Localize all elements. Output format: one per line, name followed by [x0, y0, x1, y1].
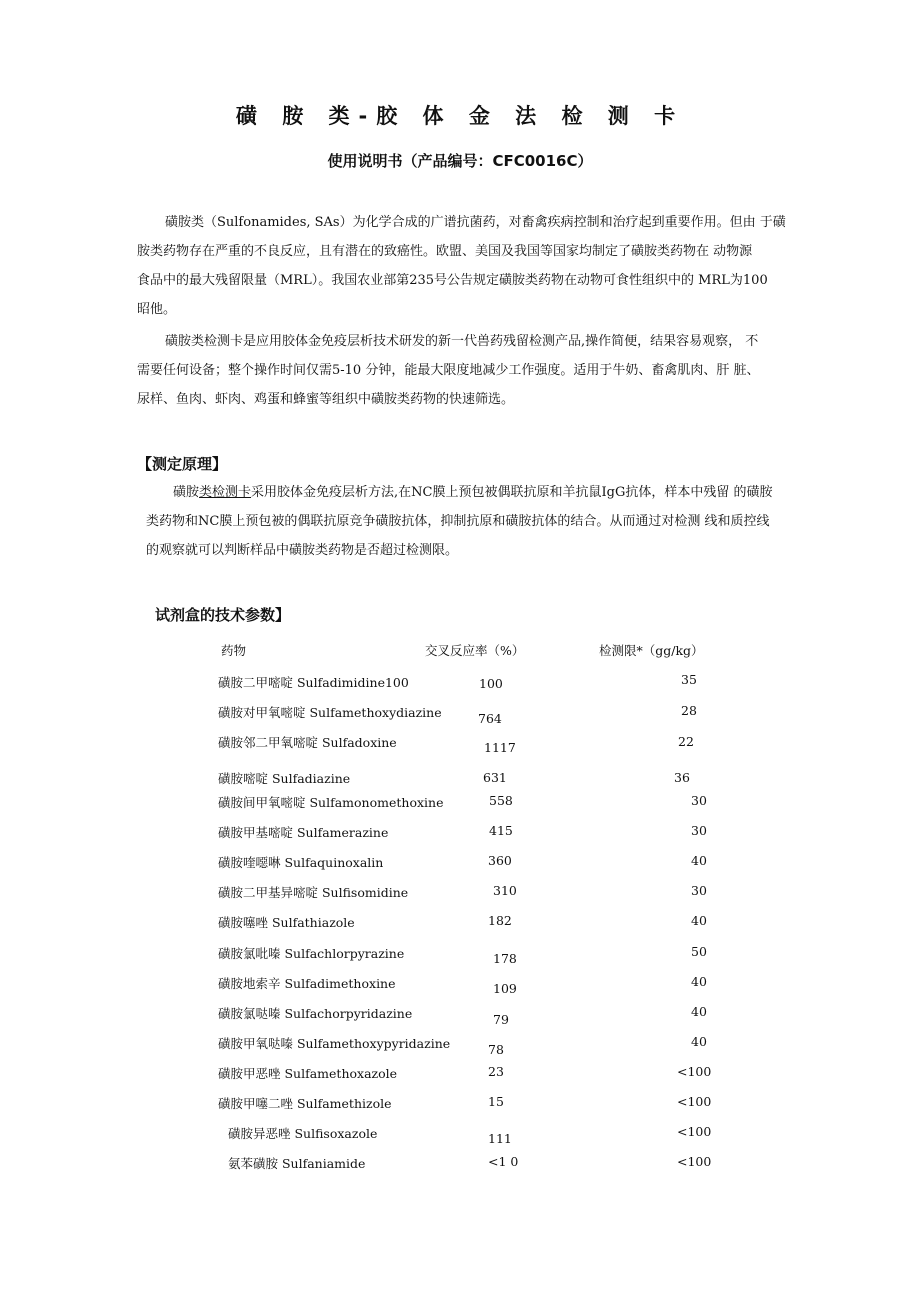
cell-limit: 40 [691, 974, 707, 989]
cell-limit: 30 [691, 793, 707, 808]
cell-limit: <100 [677, 1124, 712, 1139]
cell-limit: 40 [691, 913, 707, 928]
cell-drug: 磺胺异恶唑 Sulfisoxazole [228, 1126, 378, 1141]
cell-drug: 磺胺邻二甲氧嘧啶 Sulfadoxine [218, 735, 397, 750]
cell-drug: 磺胺甲噻二唑 Sulfamethizole [218, 1096, 392, 1111]
cell-drug: 磺胺噻唑 Sulfathiazole [218, 915, 355, 930]
cell-limit: 50 [691, 944, 707, 959]
principle-line3: 的观察就可以判断样品中磺胺类药物是否超过检测限。 [146, 543, 459, 558]
intro-p1-line3: 食品中的最大残留限量（MRL）。我国农业部第235号公告规定磺胺类药物在动物可食性组织中的 MRL为100 [137, 273, 768, 288]
cell-drug: 磺胺氯吡嗪 Sulfachlorpyrazine [218, 946, 405, 961]
principle-line2: 类药物和NC膜上预包被的偶联抗原竞争磺胺抗体，抑制抗原和磺胺抗体的结合。从而通过对检测 线和质控线 [146, 514, 770, 529]
cell-limit: <100 [677, 1094, 712, 1109]
detection-card-link[interactable]: 类检测卡 [199, 485, 252, 500]
cell-limit: 22 [678, 734, 694, 749]
cell-cross: 558 [489, 793, 513, 808]
cell-cross: 79 [493, 1012, 509, 1027]
cell-limit: 40 [691, 853, 707, 868]
intro-p2-line2: 需要任何设备；整个操作时间仅需5-10 分钟，能最大限度地减少工作强度。适用于牛奶、畜禽肌肉、肝 脏、 [137, 363, 760, 378]
cell-drug: 磺胺甲恶唑 Sulfamethoxazole [218, 1066, 398, 1081]
header-detection-limit: 检测限*（gg/kg） [599, 643, 704, 658]
cell-limit: 30 [691, 883, 707, 898]
cell-cross: 178 [493, 951, 517, 966]
document-subtitle: 使用说明书（产品编号：CFC0016C） [327, 152, 593, 170]
cell-drug: 磺胺喹噁啉 Sulfaquinoxalin [218, 855, 384, 870]
cell-cross: 1117 [484, 740, 516, 755]
cell-drug: 磺胺间甲氧嘧啶 Sulfamonomethoxine [218, 795, 444, 810]
cell-limit: <100 [677, 1064, 712, 1079]
cell-cross: 631 [483, 770, 507, 785]
header-cross-reactivity: 交叉反应率（%） [425, 643, 525, 658]
cell-cross: 100 [479, 676, 503, 691]
intro-p1-line1: 磺胺类（Sulfonamides, SAs）为化学合成的广谱抗菌药，对畜禽疾病控制和治疗起到重要作用。但由 于磺 [165, 215, 786, 230]
cell-cross: 310 [493, 883, 517, 898]
cell-cross: 360 [488, 853, 512, 868]
cell-cross: 78 [488, 1042, 504, 1057]
cell-cross: 109 [493, 981, 517, 996]
intro-p2-line3: 尿样、鱼肉、虾肉、鸡蛋和蜂蜜等组织中磺胺类药物的快速筛选。 [137, 392, 515, 407]
cell-drug: 磺胺嘧啶 Sulfadiazine [218, 771, 351, 786]
principle-line1-pre: 磺胺 [173, 485, 200, 500]
cell-drug: 磺胺二甲基异嘧啶 Sulfisomidine [218, 885, 409, 900]
intro-p1-line2: 胺类药物存在严重的不良反应，且有潜在的致癌性。欧盟、美国及我国等国家均制定了磺胺类药物在 动物源 [137, 244, 753, 259]
cell-cross: 182 [488, 913, 512, 928]
cell-cross: 15 [488, 1094, 504, 1109]
cell-limit: <100 [677, 1154, 712, 1169]
principle-heading: 【测定原理】 [137, 455, 228, 473]
cell-drug: 磺胺地索辛 Sulfadimethoxine [218, 976, 396, 991]
cell-limit: 40 [691, 1034, 707, 1049]
principle-line1-post: 采用胶体金免疫层析方法,在NC膜上预包被偶联抗原和羊抗鼠IgG抗体，样本中残留 的磺胺 [251, 485, 773, 500]
cell-cross: 111 [488, 1131, 512, 1146]
principle-line1 [173, 478, 772, 507]
cell-cross: <1 0 [488, 1154, 519, 1169]
params-heading: 试剂盒的技术参数】 [155, 606, 291, 624]
cell-limit: 35 [681, 672, 697, 687]
cell-limit: 30 [691, 823, 707, 838]
cell-cross: 415 [489, 823, 513, 838]
cell-cross: 23 [488, 1064, 504, 1079]
intro-p2-line1: 磺胺类检测卡是应用胶体金免疫层析技术研发的新一代兽药残留检测产品,操作简便，结果容易观察， 不 [165, 334, 759, 349]
cell-limit: 28 [681, 703, 697, 718]
cell-drug: 氨苯磺胺 Sulfaniamide [228, 1156, 366, 1171]
cell-drug: 磺胺甲基嘧啶 Sulfamerazine [218, 825, 389, 840]
document-title: 磺 胺 类-胶 体 金 法 检 测 卡 [235, 104, 685, 128]
cell-cross: 764 [478, 711, 502, 726]
cell-drug: 磺胺对甲氧嘧啶 Sulfamethoxydiazine [218, 705, 442, 720]
cell-drug: 磺胺甲氧哒嗪 Sulfamethoxypyridazine [218, 1036, 451, 1051]
cell-drug: 磺胺二甲嘧啶 Sulfadimidine100 [218, 675, 409, 690]
cell-limit: 36 [674, 770, 690, 785]
cell-limit: 40 [691, 1004, 707, 1019]
intro-p1-line4: 昭他。 [137, 302, 177, 317]
header-drug: 药物 [221, 643, 247, 658]
cell-drug: 磺胺氯哒嗪 Sulfachorpyridazine [218, 1006, 413, 1021]
